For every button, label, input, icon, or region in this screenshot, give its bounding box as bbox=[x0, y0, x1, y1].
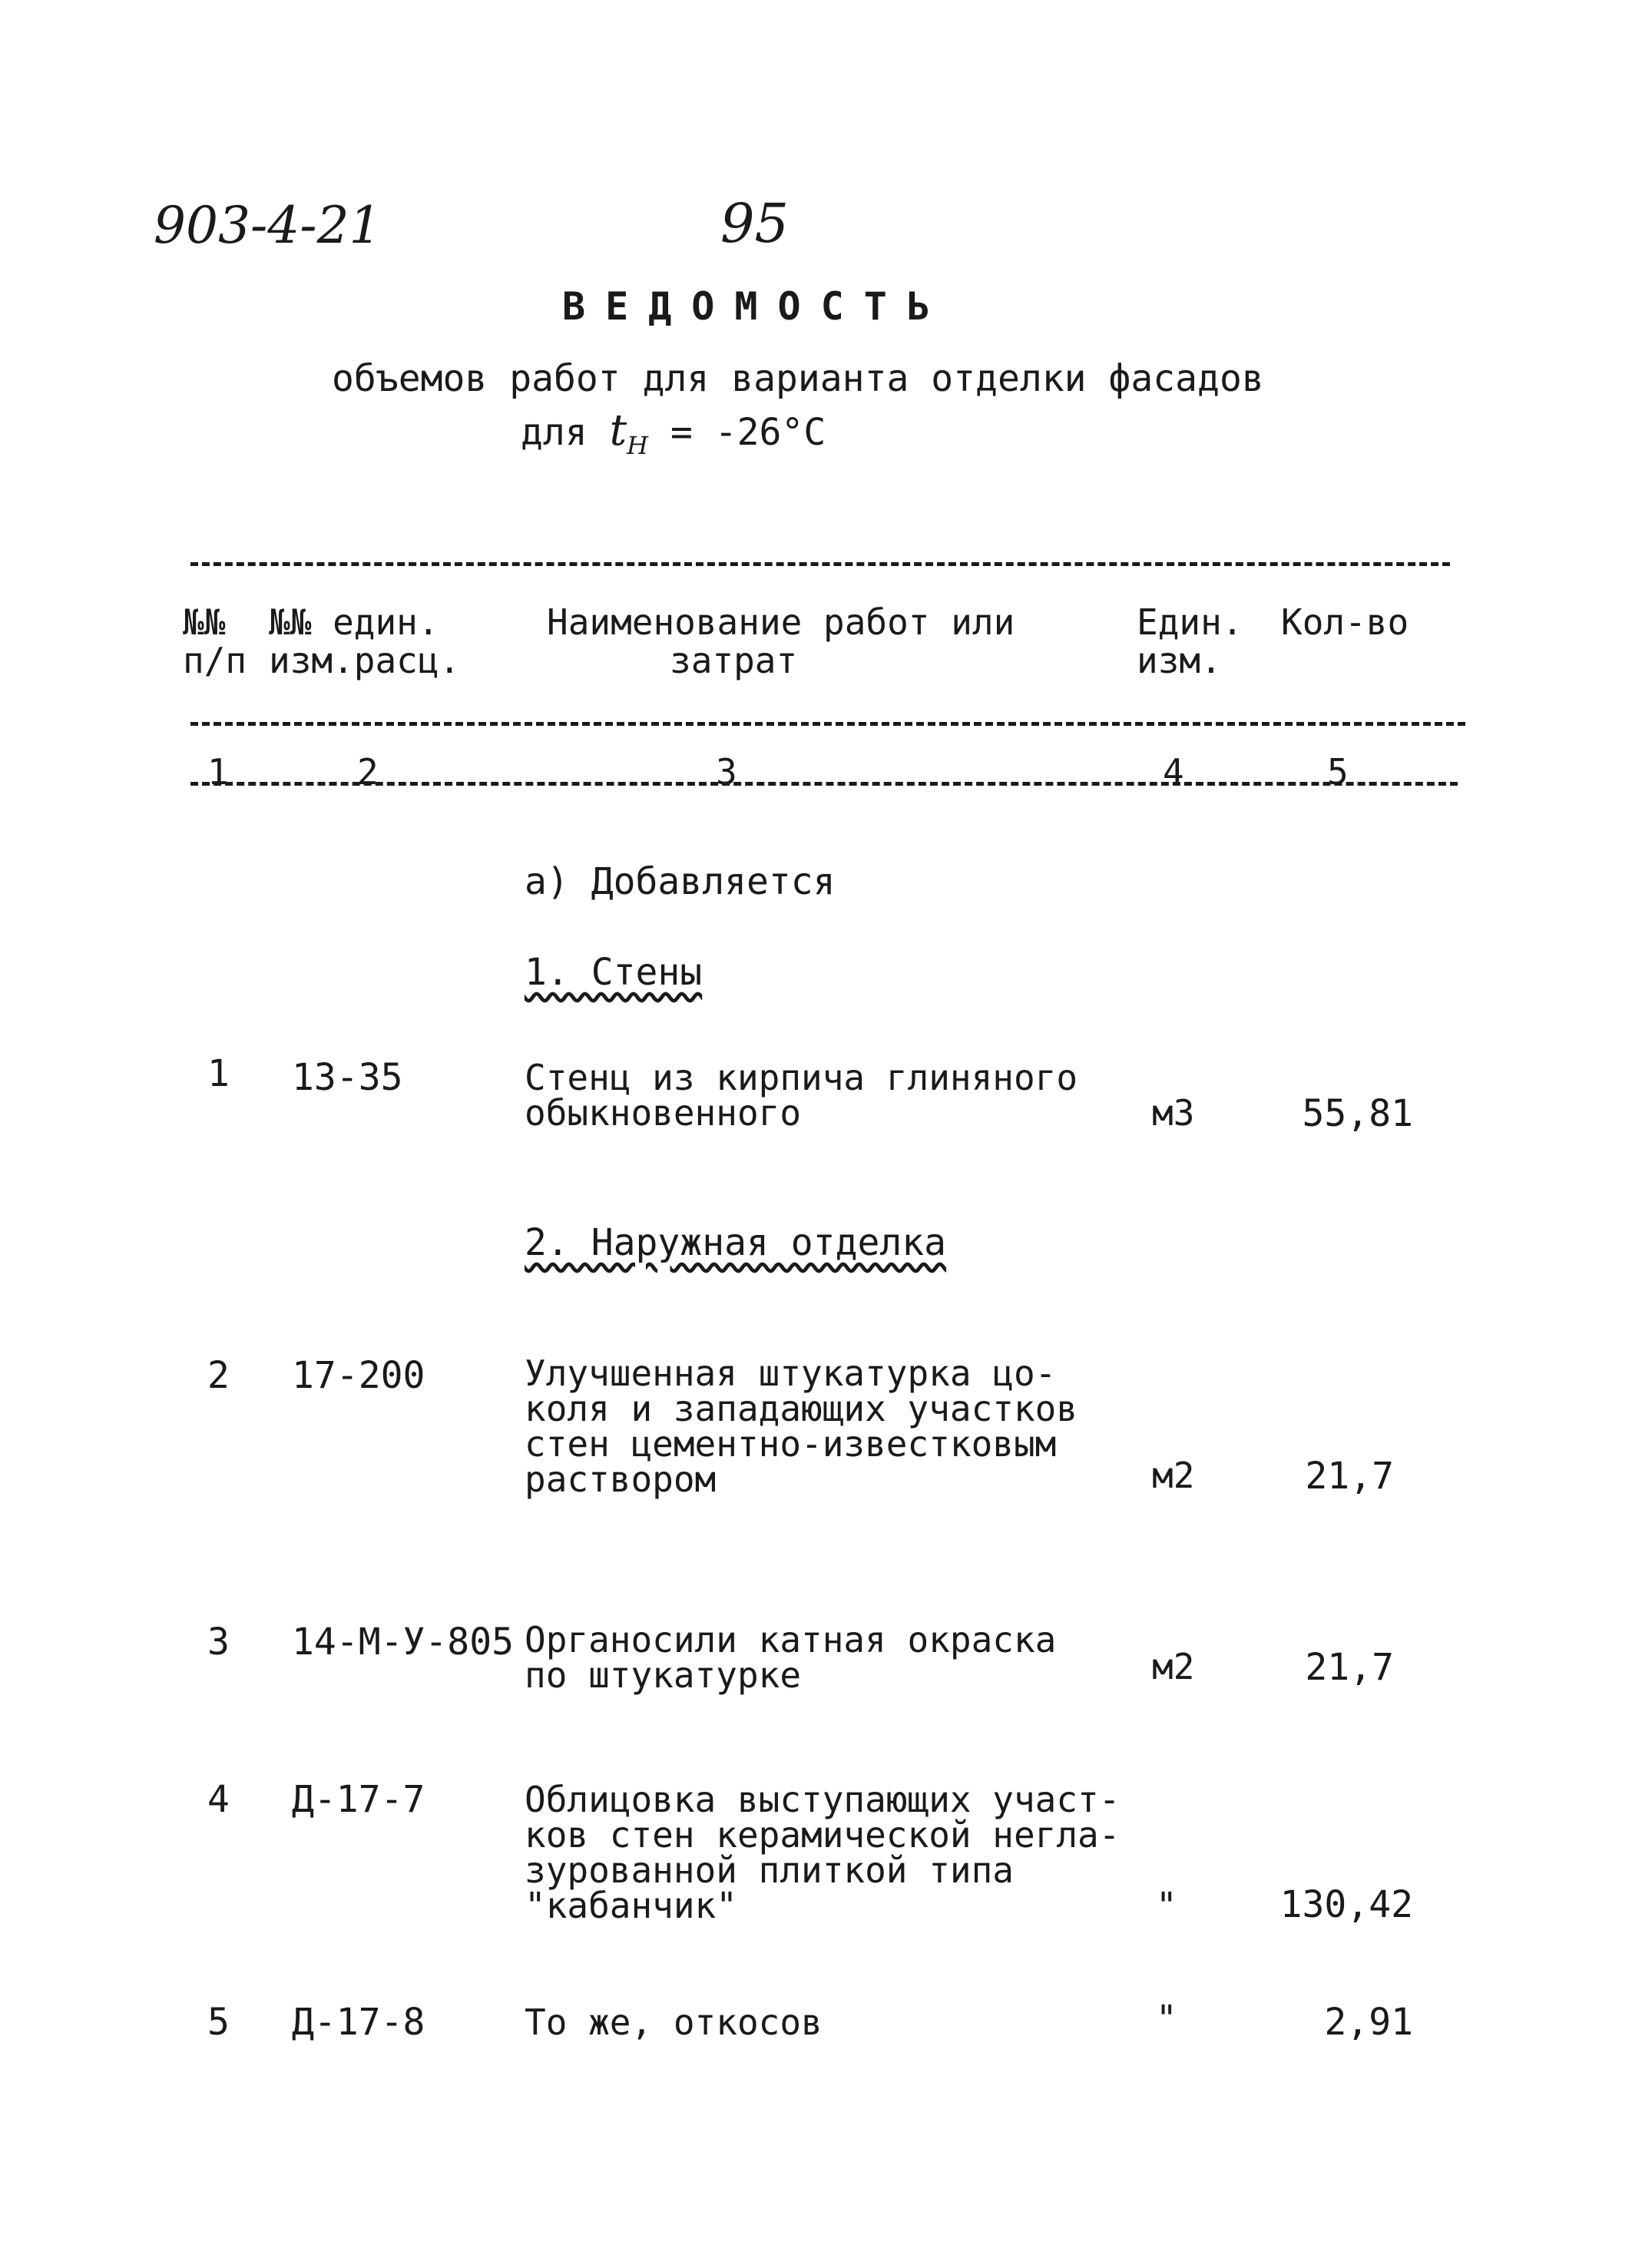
row-1-number: 1 bbox=[207, 1052, 230, 1095]
row-3-quantity: 21,7 bbox=[1305, 1646, 1394, 1689]
row-3-unit: м2 bbox=[1152, 1646, 1195, 1687]
row-1-code: 13-35 bbox=[292, 1056, 403, 1099]
row-5-unit: " bbox=[1156, 1998, 1177, 2039]
document-title: ВЕДОМОСТЬ bbox=[562, 284, 950, 329]
table-top-rule bbox=[190, 562, 1450, 566]
header-col-3: Наименование работ или затрат bbox=[547, 601, 1015, 681]
row-4-number: 4 bbox=[207, 1778, 230, 1821]
row-1-quantity: 55,81 bbox=[1302, 1092, 1413, 1135]
column-numbers-rule bbox=[190, 782, 1458, 786]
temperature-variable: $t_Н$ bbox=[609, 406, 649, 461]
document-subtitle: объемов работ для варианта отделки фасадов bbox=[332, 357, 1264, 400]
row-1-name: Стенц из кирпича глиняного обыкновенного bbox=[525, 1057, 1078, 1134]
row-5-name: То же, откосов bbox=[525, 2001, 823, 2043]
column-number-5: 5 bbox=[1327, 751, 1349, 793]
row-3-code: 14-М-У-805 bbox=[292, 1621, 514, 1664]
section-exterior-finish: 2. Наружная отделка bbox=[525, 1221, 947, 1264]
row-5-code: Д-17-8 bbox=[292, 2001, 425, 2044]
row-4-unit: " bbox=[1156, 1885, 1177, 1926]
row-3-number: 3 bbox=[207, 1621, 230, 1664]
row-3-name: Органосили катная окраска по штукатурке bbox=[525, 1619, 1057, 1696]
column-number-1: 1 bbox=[207, 751, 229, 793]
row-1-unit: м3 bbox=[1152, 1092, 1195, 1134]
temperature-line bbox=[521, 406, 826, 460]
column-number-2: 2 bbox=[357, 751, 379, 793]
row-5-quantity: 2,91 bbox=[1324, 2001, 1413, 2044]
temperature-prefix: для bbox=[521, 411, 588, 454]
row-4-quantity: 130,42 bbox=[1279, 1883, 1413, 1926]
section-added: а) Добавляется bbox=[525, 860, 836, 903]
header-bottom-rule bbox=[190, 722, 1465, 726]
row-2-number: 2 bbox=[207, 1354, 230, 1397]
header-col-4: Един. изм. bbox=[1137, 601, 1243, 681]
row-4-code: Д-17-7 bbox=[292, 1778, 425, 1821]
row-5-number: 5 bbox=[207, 2001, 230, 2044]
column-number-3: 3 bbox=[716, 751, 737, 793]
row-4-name: Облицовка выступающих участ- ков стен керамической негла- зурованной плиткой типа "кабанчик" bbox=[525, 1779, 1121, 1926]
row-2-name: Улучшенная штукатурка цо- коля и западающих участков стен цементно-известковым раствором bbox=[525, 1353, 1078, 1500]
document-code: 903-4-21 bbox=[154, 196, 382, 255]
column-number-4: 4 bbox=[1163, 751, 1184, 793]
row-2-code: 17-200 bbox=[292, 1354, 425, 1397]
section-walls: 1. Стены bbox=[525, 951, 703, 994]
row-2-unit: м2 bbox=[1152, 1455, 1195, 1496]
page-number: 95 bbox=[720, 192, 790, 255]
temperature-value: = -26°С bbox=[670, 411, 826, 454]
header-col-5: Кол-во bbox=[1281, 601, 1409, 643]
header-col-1: №№ п/п bbox=[183, 601, 247, 681]
header-col-2: №№ един. изм.расц. bbox=[269, 601, 461, 681]
row-2-quantity: 21,7 bbox=[1305, 1455, 1394, 1498]
